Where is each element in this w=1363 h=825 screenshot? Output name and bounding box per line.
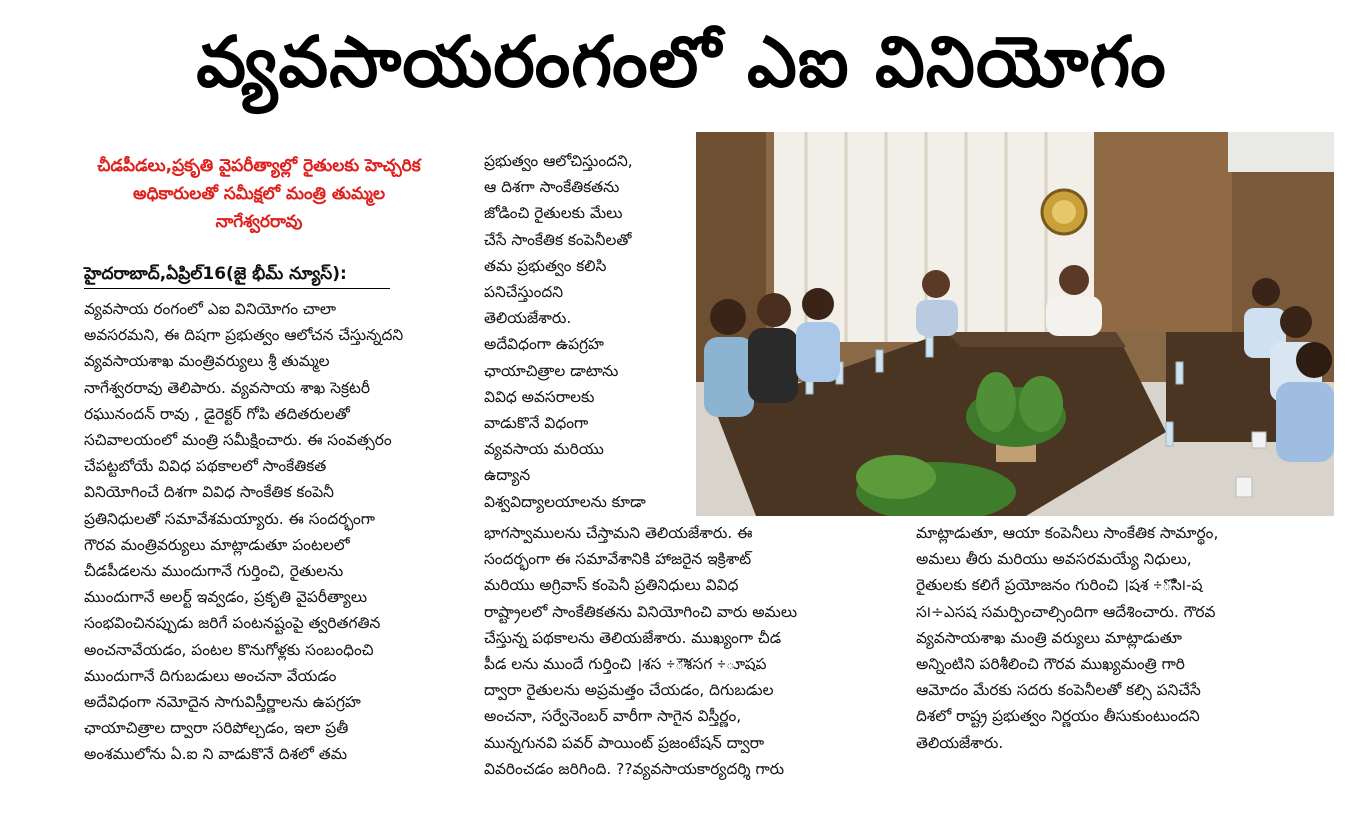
text-line: ద్వారా రైతులను అప్రమత్తం చేయడం, దిగుబడుల bbox=[484, 681, 774, 700]
text-line: స౹÷ఎసష సమర్పించాల్సిందిగా ఆదేశించారు. గౌరవ bbox=[916, 602, 1216, 621]
text-line: అంశములోను ఏ.ఐ ని వాడుకొనే దిశలో తమ bbox=[84, 745, 348, 764]
text-line: గౌరవ మంత్రివర్యులు మాట్లాడుతూ పంటలలో bbox=[84, 535, 350, 554]
text-line: రఘునందన్ రావు , డైరెక్టర్ గోపి తదితరులతో bbox=[84, 404, 350, 423]
text-line: చేస్తున్న పథకాలను తెలియజేశారు. ముఖ్యంగా చీడ bbox=[484, 628, 782, 647]
text-line: జోడించి రైతులకు మేలు bbox=[484, 204, 623, 223]
text-line: ప్రతినిధులతో సమావేశమయ్యారు. ఈ సందర్భంగా bbox=[84, 509, 375, 528]
text-line: తెలియజేశారు. bbox=[484, 309, 572, 328]
meeting-photo bbox=[696, 132, 1334, 516]
text-line: చేసే సాంకేతిక కంపెనీలతో bbox=[484, 230, 632, 249]
text-line: అమలు తీరు మరియు అవసరమయ్యే నిధులు, bbox=[916, 550, 1192, 569]
text-line: విశ్వవిద్యాలయాలను కూడా bbox=[484, 492, 646, 511]
text-line: అదేవిధంగా నమోదైన సాగువిస్తీర్ణాలను ఉపగ్రహ bbox=[84, 693, 361, 712]
subheading bbox=[60, 152, 458, 236]
text-line: అంచనావేయడం, పంటల కొనుగోళ్లకు సంబంధించి bbox=[84, 640, 374, 659]
text-line: ఆ దిశగా సాంకేతికతను bbox=[484, 178, 620, 197]
subheading-line: చీడపీడలు,ప్రకృతి వైపరీత్యాల్లో రైతులకు హెచ్చరిక bbox=[97, 156, 421, 176]
text-line: దిశలో రాష్ట్ర ప్రభుత్వం నిర్ణయం తీసుకుంటుందని bbox=[916, 707, 1200, 726]
text-line: ప్రభుత్వం ఆలోచిస్తుందని, bbox=[484, 152, 633, 170]
text-line: సంభవించినప్పుడు జరిగే పంటనష్టంపై త్వరితగతిన bbox=[84, 614, 381, 633]
text-line: ఛాయాచిత్రాల ద్వారా సరిపోల్చడం, ఇలా ప్రతీ bbox=[84, 719, 349, 738]
text-line: ముందుగానే అలర్ట్ ఇవ్వడం, ప్రకృతి వైపరీత్యాలు bbox=[84, 588, 368, 607]
text-line: ఉద్యాన bbox=[484, 466, 531, 485]
text-line: అంచనా, సర్వేనెంబర్ వారీగా సాగైన విస్తీర్ణం, bbox=[484, 707, 742, 726]
headline: వ్యవసాయరంగంలో ఎఐ వినియోగం bbox=[196, 21, 1167, 103]
text-line: వివిధ అవసరాలకు bbox=[484, 387, 595, 406]
meeting-room-illustration bbox=[696, 132, 1334, 516]
text-line: మున్నగునవి పవర్ పాయింట్ ప్రజంటేషన్ ద్వారా bbox=[484, 733, 765, 752]
article-column-1 bbox=[84, 296, 403, 768]
text-line: మాట్లాడుతూ, ఆయా కంపెనీలు సాంకేతిక సామార్థం, bbox=[916, 524, 1219, 542]
article-column-2 bbox=[484, 148, 646, 515]
text-line: సచివాలయంలో మంత్రి సమీక్షించారు. ఈ సంవత్సరం bbox=[84, 431, 392, 450]
text-line: వ్యవసాయశాఖ మంత్రివర్యులు శ్రీ తుమ్మల bbox=[84, 352, 330, 371]
subheading-line: నాగేశ్వరరావు bbox=[215, 212, 303, 232]
article-column-3 bbox=[484, 520, 797, 782]
text-line: భాగస్వాములను చేస్తామని తెలియజేశారు. ఈ bbox=[484, 524, 753, 542]
text-line: రైతులకు కలిగే ప్రయోజనం గురించి ।షశ ÷ొసి౹-ష bbox=[916, 576, 1203, 595]
text-line: వివరించడం జరిగింది. ??వ్యవసాయకార్యదర్శి గారు bbox=[484, 759, 785, 778]
subheading-line: అధికారులతో సమీక్షలో మంత్రి తుమ్మల bbox=[132, 184, 386, 204]
text-line: అవసరమని, ఈ దిషగా ప్రభుత్వం ఆలోచన చేస్తున్నదని bbox=[84, 326, 404, 345]
text-line: పీడ లను ముందే గుర్తించి ।శస ÷ౌశసగ ÷ూషప bbox=[484, 655, 767, 674]
text-line: చేపట్టబోయే వివిధ పథకాలలో సాంకేతికత bbox=[84, 457, 327, 476]
text-line: వ్యవసాయ రంగంలో ఎఐ వినియోగం చాలా bbox=[84, 300, 337, 318]
text-line: వ్యవసాయ మరియు bbox=[484, 440, 604, 459]
text-line: ఆమోదం మేరకు సదరు కంపెనీలతో కల్సి పనిచేసే bbox=[916, 681, 1201, 700]
text-line: ఛాయాచిత్రాల డాటాను bbox=[484, 361, 619, 380]
text-line: వ్యవసాయశాఖ మంత్రి వర్యులు మాట్లాడుతూ bbox=[916, 628, 1182, 647]
text-line: తెలియజేశారు. bbox=[916, 733, 1004, 752]
text-line: పనిచేస్తుందని bbox=[484, 283, 564, 302]
text-line: వినియోగించే దిశగా వివిధ సాంకేతిక కంపెనీ bbox=[84, 483, 334, 502]
text-line: నాగేశ్వరరావు తెలిపారు. వ్యవసాయ శాఖ సెక్రటరీ bbox=[84, 378, 371, 397]
text-line: రాష్ట్రాలలో సాంకేతికతను వినియోగించి వారు అమలు bbox=[484, 602, 798, 621]
text-line: అన్నింటిని పరిశీలించి గౌరవ ముఖ్యమంత్రి గారి bbox=[916, 655, 1185, 674]
text-line: అదేవిధంగా ఉపగ్రహ bbox=[484, 335, 604, 354]
text-line: తమ ప్రభుత్వం కలిసి bbox=[484, 256, 607, 275]
dateline: హైదరాబాద్,ఏప్రిల్16(జై భీమ్ న్యూస్): bbox=[84, 260, 390, 289]
text-line: మరియు అగ్రివాస్ కంపెనీ ప్రతినిధులు వివిధ bbox=[484, 576, 739, 595]
article-column-4 bbox=[916, 520, 1218, 756]
text-line: ముందుగానే దిగుబడులు అంచనా వేయడం bbox=[84, 666, 337, 685]
text-line: వాడుకొనే విధంగా bbox=[484, 414, 589, 433]
text-line: సందర్భంగా ఈ సమావేశానికి హాజరైన ఇక్రిశాట్ bbox=[484, 550, 752, 569]
text-line: చీడపీడలను ముందుగానే గుర్తించి, రైతులను bbox=[84, 562, 344, 581]
